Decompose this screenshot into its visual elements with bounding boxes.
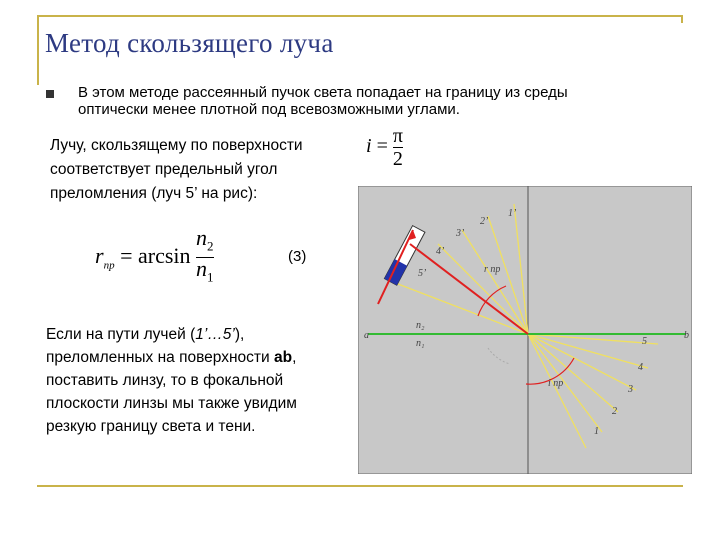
frame-right-line bbox=[681, 15, 683, 23]
angle-formula bbox=[366, 126, 403, 169]
angle-fraction bbox=[393, 126, 403, 169]
para1-line-3: преломления (луч 5’ на рис): bbox=[50, 185, 258, 202]
bullet-line-2: оптически менее плотной под всевозможными углами. bbox=[78, 101, 460, 118]
bullet-square-icon bbox=[46, 90, 54, 98]
formula-den: $n_1$ bbox=[196, 256, 214, 285]
label-4prime: 4’ bbox=[436, 246, 445, 257]
label-5: 5 bbox=[642, 336, 647, 347]
label-n1: n₁ bbox=[416, 338, 425, 349]
frame-left-line bbox=[37, 15, 39, 85]
para1-line-2: соответствует предельный угол bbox=[50, 161, 278, 178]
label-rpr: r пр bbox=[484, 264, 501, 275]
frame-bottom-line bbox=[37, 485, 683, 487]
label-1prime: 1’ bbox=[508, 208, 517, 219]
refraction-diagram bbox=[358, 186, 692, 474]
label-4: 4 bbox=[638, 362, 643, 373]
formula-num: $n_2$ bbox=[196, 225, 214, 254]
slide-title: Метод скользящего луча bbox=[45, 28, 334, 58]
label-b: b bbox=[684, 330, 689, 341]
label-ipr: i пр bbox=[548, 378, 564, 389]
formula-fraction bbox=[196, 225, 214, 288]
para2-line-3: поставить линзу, то в фокальной bbox=[46, 372, 284, 389]
formula-lhs: r bbox=[95, 242, 104, 268]
label-n2: n₂ bbox=[416, 320, 425, 331]
angle-num: π bbox=[392, 125, 403, 147]
angle-eq: = bbox=[376, 135, 388, 158]
para2-line-4: плоскости линзы мы также увидим bbox=[46, 395, 297, 412]
bullet-paragraph bbox=[78, 84, 678, 118]
angle-var: i bbox=[366, 135, 372, 158]
formula-func: arcsin bbox=[137, 242, 191, 268]
para2-line-5: резкую границу света и тени. bbox=[46, 418, 256, 435]
angle-den: 2 bbox=[392, 148, 403, 170]
equation-number: (3) bbox=[288, 248, 307, 265]
para2-line-1: Если на пути лучей (1’…5’), bbox=[46, 326, 245, 343]
formula-eq: = bbox=[120, 242, 133, 268]
main-formula bbox=[95, 225, 214, 288]
para2-line-2: преломленных на поверхности ab, bbox=[46, 349, 297, 366]
label-3: 3 bbox=[628, 384, 633, 395]
label-3prime: 3’ bbox=[456, 228, 465, 239]
formula-lhs-sub: пр bbox=[103, 259, 115, 272]
paragraph-2 bbox=[46, 323, 297, 438]
label-a: a bbox=[364, 330, 369, 341]
para1-line-1: Лучу, скользящему по поверхности bbox=[50, 137, 303, 154]
label-2: 2 bbox=[612, 406, 617, 417]
label-5prime: 5’ bbox=[418, 268, 427, 279]
paragraph-1 bbox=[50, 134, 303, 206]
label-1: 1 bbox=[594, 426, 599, 437]
label-2prime: 2’ bbox=[480, 216, 489, 227]
bullet-line-1: В этом методе рассеянный пучок света попадает на границу из среды bbox=[78, 84, 568, 101]
frame-top-line bbox=[37, 15, 683, 17]
